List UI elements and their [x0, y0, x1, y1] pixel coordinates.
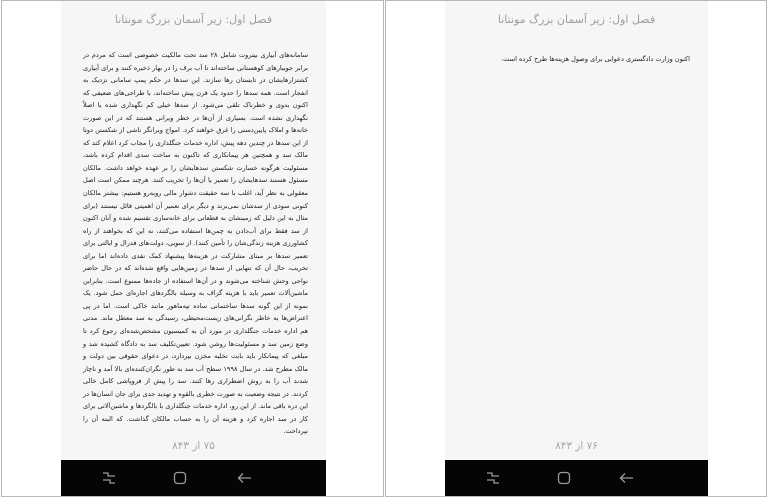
- home-icon[interactable]: [555, 469, 573, 487]
- screenshot-frame-left: [1, 0, 384, 497]
- recent-apps-icon[interactable]: [484, 469, 502, 487]
- android-navigation-bar: [61, 460, 326, 496]
- chapter-title: فصل اول: زیر آسمان بزرگ مونتانا: [497, 13, 656, 26]
- chapter-title: فصل اول: زیر آسمان بزرگ مونتانا: [114, 13, 273, 26]
- page-number: ۷۶ از ۸۴۳: [555, 440, 598, 452]
- back-arrow-icon[interactable]: [236, 469, 254, 487]
- back-arrow-icon[interactable]: [618, 469, 636, 487]
- reader-screen-right[interactable]: [445, 1, 708, 496]
- home-icon[interactable]: [171, 469, 189, 487]
- screenshot-frame-right: [385, 0, 767, 497]
- book-page-text: سامانه‌های آبیاری بیتروت شامل ۲۸ سد تحت مالکیت خصوصی است که مردم در برابر جویبارهای کوهستانی ساخته‌اند تا آب برف را در بهار ذخیره کنند و برای آبیاری کشتزارهایشان در تابستان رها سازند. این سدها در حکم پمپ سامانی نزدیک به انفجار است. همه سدها را حدود یک قرن پیش ساخته‌اند، با طراحی‌های ضعیفی که اکنون بدوی و خطرناک تلقی می‌شود. از سدها خیلی کم نگهداری شده یا اصلاً نگهداری نشده است. بسیاری از آن‌ها در خطر ویرانی هستند که در این صورت خانه‌ها و املاک پایین‌دستی را غرق خواهند کرد. امواج ویرانگر ناشی از شکستن دوتا از این سدها در چندین دهه پیش، اداره خدمات جنگلداری را مجاب کرد اعلام کند که مالک سد و همچنین هر پیمانکاری که تاکنون به ساخت سدی اقدام کرده باشد، مسئولیت هرگونه خسارت شکستن سدهایشان را بر عهده خواهد داشت. مالکان مسئول هستند سدهایشان را تعمیر یا آن‌ها را تخریب کنند. هرچند ممکن است اصل معقولی به نظر آید، اغلب با سه حقیقت دشوار مالی روبه‌رو هستیم: بیشتر مالکان کنونی سودی از سدشان نمی‌برند و دیگر برای تعمیر آن اهمیتی قائل نیستند (برای مثال به این دلیل که زمینشان به قطعاتی برای خانه‌سازی تقسیم شده و آنان اکنون از سد فقط برای آب‌دادن به چمن‌ها استفاده می‌کنند، نه این که بخواهند از راه کشاورزی هزینه زندگی‌شان را تأمین کنند). از سویی، دولت‌های فدرال و ایالتی برای تعمیر سدها بر مبنای مشارکت در هزینه‌ها پیشنهاد کمک نقدی داده‌اند اما برای تخریب، حال آن که تنهایی از سدها در زمین‌هایی واقع شده‌اند که در حال حاضر نواحی وحش شناخته می‌شوند و در آن‌ها استفاده از جاده‌ها ممنوع است. بنابراین ماشین‌آلات تعمیر باید با هزینه گزاف به وسیله بالگردهای اجاره‌ای حمل شود. یک نمونه از این گونه سدها ساختمانی ساده تپه‌ماهور مانند خاکی است. اما در پی اعتراض‌ها به خاطر نگرانی‌های زیست‌محیطی، رسیدگی به سد معطل ماند. مدتی هم اداره خدمات جنگلداری در مورد آن به کمیسیون مشخص‌شده‌ای رجوع کرد تا وضع زمین سد و مسئولیت‌ها روشن شود. تعیین‌تکلیف سد به دادگاه کشیده شد و مبلغی که پیمانکار باید بابت تخلیه مخزن بپردازد، در دعوای حقوقی بین دولت و مالک مطرح شد. در سال ۱۹۹۸ سطح آب سد به طور نگران‌کننده‌ای بالا آمد و ناچار شدند آب را به روش اضطراری رها کنند. سد را پیش از فروپاشی کامل خالی کردند. در نتیجه وضعیت به صورت خطری بالقوه و تهدید جدی برای جان انسان‌ها در این دره باقی ماند. از این رو، اداره خدمات جنگلداری با بالگردها و ماشین‌آلاتی برای کار در سد اجاره کرد و هزینه آن را به حساب مالکان گذاشت. که البته آن را نپرداخت.: [83, 51, 309, 436]
- recent-apps-icon[interactable]: [100, 469, 118, 487]
- book-page-text: اکنون وزارت دادگستری دعوایی برای وصول هزینه‌ها طرح کرده است.: [501, 55, 690, 63]
- page-number: ۷۵ از ۸۴۳: [172, 440, 215, 452]
- reader-screen-left[interactable]: [61, 1, 326, 496]
- android-navigation-bar: [445, 460, 708, 496]
